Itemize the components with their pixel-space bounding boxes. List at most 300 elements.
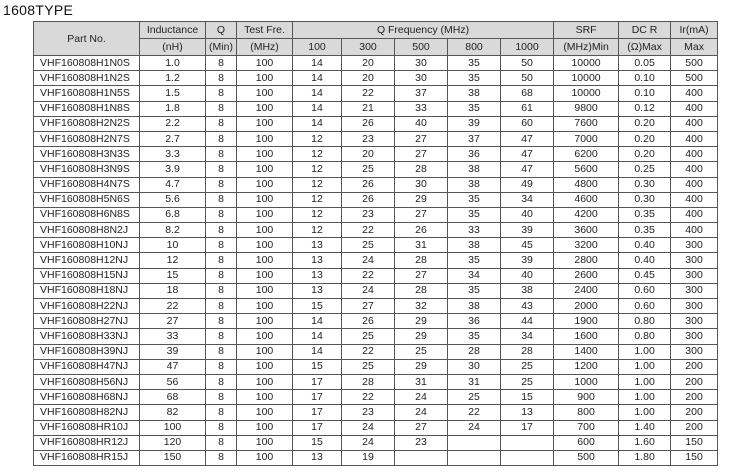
cell-q-1000: 15 [501, 390, 554, 405]
cell-q-300: 26 [342, 192, 395, 207]
cell-q-800: 35 [448, 283, 501, 298]
cell-dcr: 0.12 [619, 101, 671, 116]
header-q-unit: (Min) [206, 39, 237, 56]
cell-q-300: 22 [342, 268, 395, 283]
cell-part-no: VHF160808H2N2S [34, 116, 140, 131]
cell-srf: 600 [554, 435, 619, 450]
table-row [34, 283, 718, 298]
cell-test-freq: 100 [237, 314, 293, 329]
cell-q-min: 8 [206, 314, 237, 329]
cell-q-1000: 60 [501, 116, 554, 131]
header-q-freq-100: 100 [293, 39, 342, 56]
cell-srf: 9800 [554, 101, 619, 116]
cell-ir: 300 [671, 299, 718, 314]
cell-q-1000: 39 [501, 223, 554, 238]
cell-q-100: 14 [293, 71, 342, 86]
table-row [34, 344, 718, 359]
table-row [34, 177, 718, 192]
cell-test-freq: 100 [237, 192, 293, 207]
cell-dcr: 1.00 [619, 344, 671, 359]
cell-ir: 400 [671, 192, 718, 207]
cell-srf: 4200 [554, 207, 619, 222]
cell-test-freq: 100 [237, 101, 293, 116]
cell-inductance: 39 [140, 344, 206, 359]
cell-q-500: 31 [395, 238, 448, 253]
cell-test-freq: 100 [237, 207, 293, 222]
cell-inductance: 10 [140, 238, 206, 253]
cell-ir: 300 [671, 238, 718, 253]
cell-srf: 7000 [554, 131, 619, 146]
cell-q-100: 14 [293, 314, 342, 329]
cell-q-100: 12 [293, 223, 342, 238]
cell-srf: 5600 [554, 162, 619, 177]
header-srf: SRF [554, 22, 619, 39]
table-row [34, 223, 718, 238]
cell-q-min: 8 [206, 192, 237, 207]
cell-part-no: VHF160808H22NJ [34, 299, 140, 314]
cell-srf: 1600 [554, 329, 619, 344]
cell-part-no: VHF160808HR10J [34, 420, 140, 435]
cell-inductance: 4.7 [140, 177, 206, 192]
cell-part-no: VHF160808H1N0S [34, 56, 140, 71]
cell-q-500: 27 [395, 420, 448, 435]
table-row [34, 374, 718, 389]
cell-srf: 7600 [554, 116, 619, 131]
cell-dcr: 1.40 [619, 420, 671, 435]
cell-q-800: 35 [448, 101, 501, 116]
cell-dcr: 0.25 [619, 162, 671, 177]
cell-inductance: 18 [140, 283, 206, 298]
page-title: 1608TYPE [3, 2, 74, 18]
cell-q-1000: 45 [501, 238, 554, 253]
cell-part-no: VHF160808H68NJ [34, 390, 140, 405]
cell-srf: 10000 [554, 86, 619, 101]
cell-ir: 300 [671, 253, 718, 268]
cell-part-no: VHF160808H33NJ [34, 329, 140, 344]
cell-part-no: VHF160808HR15J [34, 450, 140, 465]
cell-test-freq: 100 [237, 116, 293, 131]
cell-part-no: VHF160808H1N2S [34, 71, 140, 86]
cell-srf: 10000 [554, 71, 619, 86]
cell-dcr: 1.60 [619, 435, 671, 450]
cell-q-300: 23 [342, 131, 395, 146]
table-row [34, 101, 718, 116]
cell-srf: 500 [554, 450, 619, 465]
cell-q-300: 23 [342, 405, 395, 420]
cell-dcr: 0.20 [619, 147, 671, 162]
cell-q-800: 31 [448, 374, 501, 389]
cell-test-freq: 100 [237, 268, 293, 283]
cell-q-300: 27 [342, 299, 395, 314]
cell-ir: 300 [671, 344, 718, 359]
cell-q-500: 29 [395, 314, 448, 329]
cell-test-freq: 100 [237, 359, 293, 374]
cell-inductance: 150 [140, 450, 206, 465]
cell-test-freq: 100 [237, 162, 293, 177]
cell-q-1000: 34 [501, 329, 554, 344]
cell-dcr: 1.00 [619, 390, 671, 405]
table-row [34, 314, 718, 329]
cell-q-100: 15 [293, 359, 342, 374]
table-row [34, 147, 718, 162]
cell-q-500: 40 [395, 116, 448, 131]
cell-srf: 1900 [554, 314, 619, 329]
cell-q-800: 28 [448, 344, 501, 359]
table-row [34, 56, 718, 71]
cell-inductance: 1.2 [140, 71, 206, 86]
cell-part-no: VHF160808H3N3S [34, 147, 140, 162]
cell-srf: 700 [554, 420, 619, 435]
cell-q-300: 22 [342, 390, 395, 405]
table-row [34, 86, 718, 101]
cell-srf: 3600 [554, 223, 619, 238]
cell-q-min: 8 [206, 71, 237, 86]
cell-q-min: 8 [206, 435, 237, 450]
cell-q-300: 26 [342, 177, 395, 192]
cell-part-no: VHF160808H56NJ [34, 374, 140, 389]
cell-inductance: 100 [140, 420, 206, 435]
cell-q-800: 36 [448, 314, 501, 329]
cell-q-800: 35 [448, 56, 501, 71]
cell-q-min: 8 [206, 162, 237, 177]
table-row [34, 450, 718, 465]
cell-part-no: VHF160808H12NJ [34, 253, 140, 268]
cell-q-100: 15 [293, 435, 342, 450]
cell-part-no: VHF160808HR12J [34, 435, 140, 450]
cell-test-freq: 100 [237, 71, 293, 86]
cell-part-no: VHF160808H18NJ [34, 283, 140, 298]
cell-q-100: 14 [293, 344, 342, 359]
cell-q-100: 14 [293, 101, 342, 116]
cell-test-freq: 100 [237, 344, 293, 359]
cell-q-500: 27 [395, 207, 448, 222]
cell-dcr: 0.30 [619, 177, 671, 192]
cell-q-800: 36 [448, 147, 501, 162]
cell-test-freq: 100 [237, 238, 293, 253]
cell-part-no: VHF160808H47NJ [34, 359, 140, 374]
cell-dcr: 0.60 [619, 299, 671, 314]
cell-q-100: 12 [293, 207, 342, 222]
header-q-frequency: Q Frequency (MHz) [293, 22, 554, 39]
cell-q-100: 14 [293, 329, 342, 344]
cell-q-1000: 38 [501, 283, 554, 298]
cell-q-min: 8 [206, 238, 237, 253]
header-test-freq: Test Fre. [237, 22, 293, 39]
cell-dcr: 0.80 [619, 314, 671, 329]
cell-q-1000: 68 [501, 86, 554, 101]
cell-q-500: 27 [395, 268, 448, 283]
cell-inductance: 56 [140, 374, 206, 389]
cell-q-800: 35 [448, 71, 501, 86]
cell-q-800: 34 [448, 268, 501, 283]
cell-inductance: 8.2 [140, 223, 206, 238]
cell-q-1000: 25 [501, 359, 554, 374]
table-row [34, 238, 718, 253]
cell-inductance: 1.8 [140, 101, 206, 116]
cell-q-1000: 47 [501, 147, 554, 162]
cell-q-100: 17 [293, 405, 342, 420]
cell-q-min: 8 [206, 268, 237, 283]
cell-dcr: 0.40 [619, 238, 671, 253]
cell-q-800: 38 [448, 177, 501, 192]
cell-q-300: 19 [342, 450, 395, 465]
table-row [34, 253, 718, 268]
table-row [34, 207, 718, 222]
header-q: Q [206, 22, 237, 39]
header-srf-unit: (MHz)Min [554, 39, 619, 56]
cell-q-800: 35 [448, 253, 501, 268]
cell-test-freq: 100 [237, 283, 293, 298]
cell-dcr: 0.05 [619, 56, 671, 71]
cell-srf: 2800 [554, 253, 619, 268]
cell-ir: 400 [671, 177, 718, 192]
cell-q-800: 37 [448, 131, 501, 146]
cell-test-freq: 100 [237, 131, 293, 146]
header-q-freq-800: 800 [448, 39, 501, 56]
cell-inductance: 6.8 [140, 207, 206, 222]
spec-table [33, 21, 718, 466]
cell-part-no: VHF160808H6N8S [34, 207, 140, 222]
cell-q-min: 8 [206, 116, 237, 131]
cell-srf: 2400 [554, 283, 619, 298]
cell-q-300: 28 [342, 374, 395, 389]
cell-q-500: 32 [395, 299, 448, 314]
cell-q-min: 8 [206, 177, 237, 192]
header-dcr-unit: (Ω)Max [619, 39, 671, 56]
cell-q-300: 22 [342, 86, 395, 101]
cell-q-500: 25 [395, 344, 448, 359]
cell-q-500: 28 [395, 283, 448, 298]
cell-q-100: 17 [293, 374, 342, 389]
cell-q-500: 29 [395, 359, 448, 374]
cell-test-freq: 100 [237, 405, 293, 420]
table-row [34, 116, 718, 131]
cell-q-100: 13 [293, 268, 342, 283]
cell-part-no: VHF160808H15NJ [34, 268, 140, 283]
cell-inductance: 1.5 [140, 86, 206, 101]
cell-q-1000: 47 [501, 162, 554, 177]
cell-part-no: VHF160808H1N8S [34, 101, 140, 116]
cell-dcr: 1.00 [619, 374, 671, 389]
cell-q-min: 8 [206, 56, 237, 71]
cell-test-freq: 100 [237, 420, 293, 435]
cell-q-min: 8 [206, 147, 237, 162]
header-part-no: Part No. [34, 22, 140, 56]
cell-ir: 200 [671, 359, 718, 374]
cell-q-100: 12 [293, 147, 342, 162]
cell-q-1000: 25 [501, 374, 554, 389]
cell-q-min: 8 [206, 223, 237, 238]
cell-dcr: 0.20 [619, 116, 671, 131]
cell-q-800: 25 [448, 390, 501, 405]
cell-q-300: 26 [342, 116, 395, 131]
cell-inductance: 12 [140, 253, 206, 268]
cell-inductance: 2.2 [140, 116, 206, 131]
cell-q-500: 27 [395, 131, 448, 146]
cell-part-no: VHF160808H82NJ [34, 405, 140, 420]
cell-ir: 300 [671, 314, 718, 329]
cell-inductance: 82 [140, 405, 206, 420]
cell-dcr: 0.35 [619, 207, 671, 222]
cell-q-min: 8 [206, 405, 237, 420]
cell-q-500: 23 [395, 435, 448, 450]
cell-test-freq: 100 [237, 147, 293, 162]
table-row [34, 71, 718, 86]
cell-q-500: 37 [395, 86, 448, 101]
cell-q-min: 8 [206, 207, 237, 222]
header-q-freq-1000: 1000 [501, 39, 554, 56]
cell-test-freq: 100 [237, 56, 293, 71]
cell-q-500: 30 [395, 177, 448, 192]
cell-test-freq: 100 [237, 299, 293, 314]
cell-q-800 [448, 435, 501, 450]
cell-q-800: 39 [448, 116, 501, 131]
cell-inductance: 120 [140, 435, 206, 450]
cell-dcr: 0.35 [619, 223, 671, 238]
table-row [34, 435, 718, 450]
cell-q-1000: 50 [501, 56, 554, 71]
table-row [34, 268, 718, 283]
cell-q-1000: 28 [501, 344, 554, 359]
cell-test-freq: 100 [237, 253, 293, 268]
cell-ir: 300 [671, 329, 718, 344]
cell-ir: 400 [671, 131, 718, 146]
header-inductance-unit: (nH) [140, 39, 206, 56]
cell-q-min: 8 [206, 390, 237, 405]
cell-q-800 [448, 450, 501, 465]
cell-q-300: 20 [342, 56, 395, 71]
cell-q-min: 8 [206, 450, 237, 465]
cell-test-freq: 100 [237, 450, 293, 465]
cell-inductance: 68 [140, 390, 206, 405]
table-row [34, 192, 718, 207]
cell-q-100: 14 [293, 116, 342, 131]
cell-srf: 6200 [554, 147, 619, 162]
cell-q-1000 [501, 450, 554, 465]
cell-q-500: 24 [395, 405, 448, 420]
cell-q-300: 20 [342, 147, 395, 162]
cell-q-100: 14 [293, 86, 342, 101]
cell-ir: 400 [671, 207, 718, 222]
cell-dcr: 0.40 [619, 253, 671, 268]
cell-test-freq: 100 [237, 177, 293, 192]
cell-inductance: 33 [140, 329, 206, 344]
cell-ir: 200 [671, 390, 718, 405]
cell-q-1000: 49 [501, 177, 554, 192]
cell-q-min: 8 [206, 329, 237, 344]
cell-q-min: 8 [206, 374, 237, 389]
cell-inductance: 3.3 [140, 147, 206, 162]
cell-ir: 150 [671, 435, 718, 450]
cell-q-500: 29 [395, 192, 448, 207]
cell-dcr: 0.10 [619, 86, 671, 101]
cell-q-800: 30 [448, 359, 501, 374]
cell-q-300: 24 [342, 253, 395, 268]
cell-q-1000: 17 [501, 420, 554, 435]
cell-ir: 400 [671, 223, 718, 238]
cell-q-100: 13 [293, 253, 342, 268]
cell-q-1000: 61 [501, 101, 554, 116]
cell-q-100: 13 [293, 450, 342, 465]
cell-q-300: 25 [342, 329, 395, 344]
cell-q-1000: 39 [501, 253, 554, 268]
cell-q-100: 12 [293, 192, 342, 207]
cell-dcr: 0.60 [619, 283, 671, 298]
table-body [34, 56, 718, 466]
table-row [34, 405, 718, 420]
cell-srf: 2600 [554, 268, 619, 283]
cell-ir: 400 [671, 116, 718, 131]
cell-inductance: 27 [140, 314, 206, 329]
cell-inductance: 5.6 [140, 192, 206, 207]
cell-q-1000: 50 [501, 71, 554, 86]
table-row [34, 359, 718, 374]
cell-q-1000: 34 [501, 192, 554, 207]
cell-q-1000 [501, 435, 554, 450]
cell-q-800: 35 [448, 329, 501, 344]
cell-q-500 [395, 450, 448, 465]
cell-part-no: VHF160808H5N6S [34, 192, 140, 207]
header-ir-unit: Max [671, 39, 718, 56]
cell-dcr: 1.00 [619, 359, 671, 374]
cell-q-300: 25 [342, 162, 395, 177]
cell-q-min: 8 [206, 131, 237, 146]
cell-srf: 3200 [554, 238, 619, 253]
cell-q-min: 8 [206, 344, 237, 359]
cell-test-freq: 100 [237, 390, 293, 405]
table-row [34, 420, 718, 435]
cell-srf: 2000 [554, 299, 619, 314]
cell-q-800: 35 [448, 207, 501, 222]
table-row [34, 131, 718, 146]
cell-q-100: 13 [293, 283, 342, 298]
cell-inductance: 15 [140, 268, 206, 283]
cell-inductance: 2.7 [140, 131, 206, 146]
cell-q-300: 26 [342, 314, 395, 329]
cell-q-300: 25 [342, 238, 395, 253]
cell-part-no: VHF160808H4N7S [34, 177, 140, 192]
cell-ir: 200 [671, 420, 718, 435]
cell-inductance: 1.0 [140, 56, 206, 71]
cell-part-no: VHF160808H39NJ [34, 344, 140, 359]
cell-q-100: 17 [293, 390, 342, 405]
cell-q-800: 38 [448, 299, 501, 314]
table-row [34, 299, 718, 314]
cell-q-1000: 43 [501, 299, 554, 314]
cell-ir: 200 [671, 374, 718, 389]
cell-q-800: 38 [448, 238, 501, 253]
cell-dcr: 0.45 [619, 268, 671, 283]
cell-test-freq: 100 [237, 435, 293, 450]
header-ir: Ir(mA) [671, 22, 718, 39]
cell-q-300: 21 [342, 101, 395, 116]
cell-inductance: 22 [140, 299, 206, 314]
cell-q-300: 25 [342, 359, 395, 374]
cell-srf: 1400 [554, 344, 619, 359]
cell-test-freq: 100 [237, 223, 293, 238]
cell-q-100: 12 [293, 162, 342, 177]
cell-q-500: 26 [395, 223, 448, 238]
cell-q-500: 31 [395, 374, 448, 389]
cell-dcr: 0.10 [619, 71, 671, 86]
cell-dcr: 0.20 [619, 131, 671, 146]
cell-q-800: 38 [448, 86, 501, 101]
cell-ir: 150 [671, 450, 718, 465]
cell-ir: 400 [671, 86, 718, 101]
cell-q-min: 8 [206, 101, 237, 116]
cell-ir: 400 [671, 101, 718, 116]
cell-q-min: 8 [206, 420, 237, 435]
